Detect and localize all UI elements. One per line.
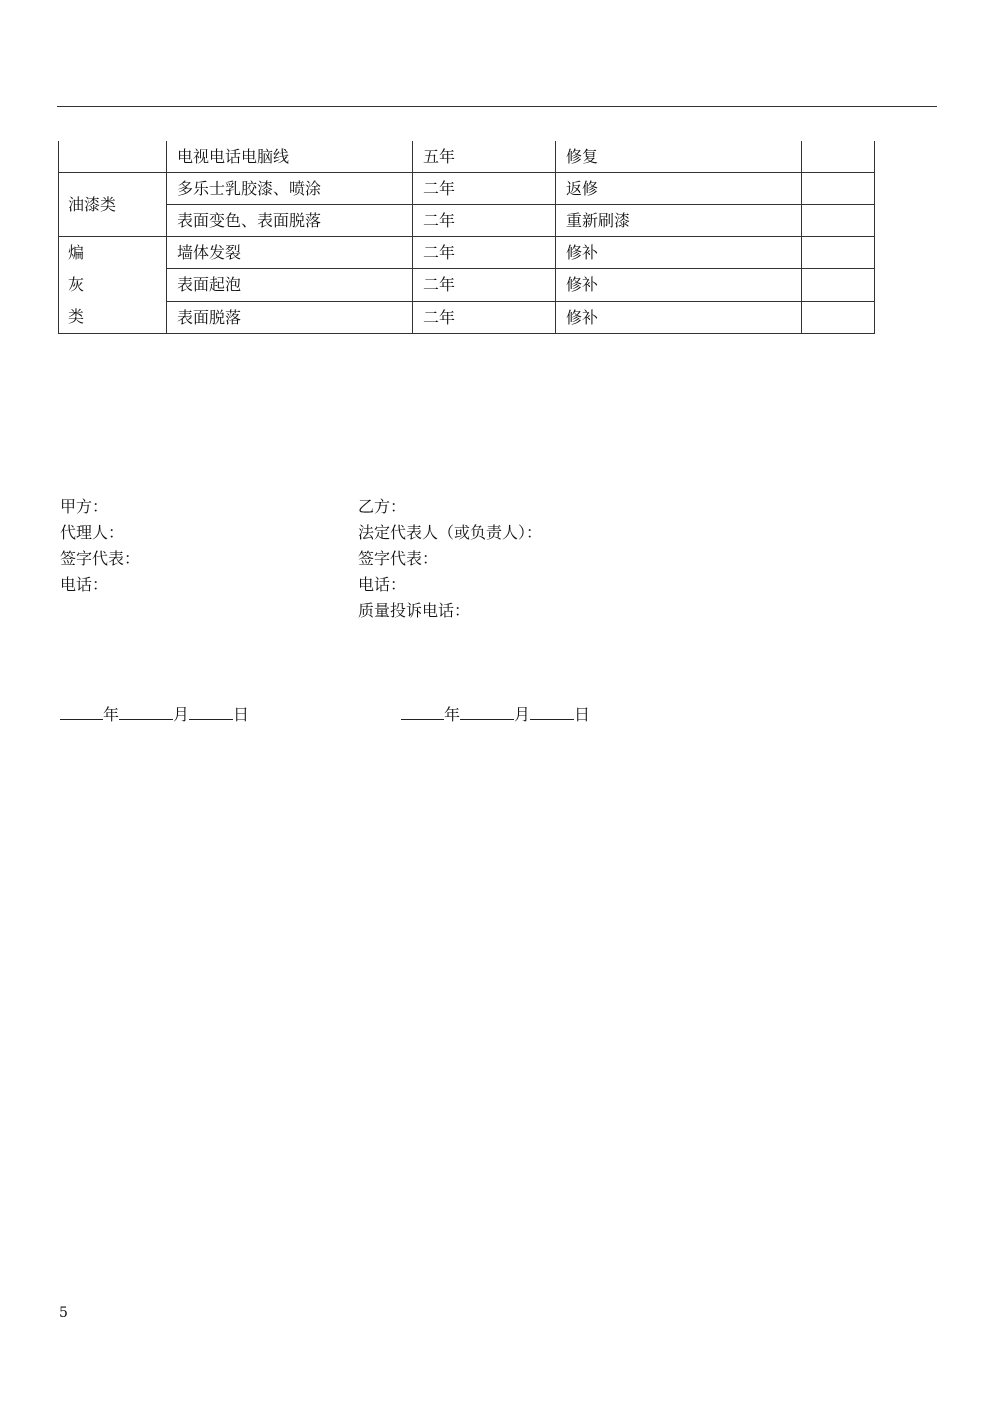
item-cell: 表面脱落 bbox=[167, 301, 413, 333]
party-a-date-line bbox=[60, 703, 249, 726]
table-row bbox=[59, 237, 875, 269]
party-b-block bbox=[358, 494, 542, 624]
table-row bbox=[59, 269, 875, 301]
header-rule bbox=[57, 106, 937, 107]
action-cell: 返修 bbox=[556, 173, 802, 205]
remark-cell bbox=[802, 301, 875, 333]
page-number: 5 bbox=[59, 1305, 68, 1321]
year-blank bbox=[401, 703, 444, 720]
action-cell: 重新刷漆 bbox=[556, 205, 802, 237]
action-cell: 修补 bbox=[556, 269, 802, 301]
year-blank bbox=[60, 703, 103, 720]
remark-cell bbox=[802, 205, 875, 237]
remark-cell bbox=[802, 269, 875, 301]
category-char: 类 bbox=[68, 307, 85, 326]
period-cell: 二年 bbox=[413, 173, 556, 205]
table-row bbox=[59, 141, 875, 173]
year-label: 年 bbox=[103, 705, 120, 724]
party-b-label: 乙方： bbox=[358, 497, 407, 516]
party-b-signatory-label: 签字代表： bbox=[358, 549, 439, 568]
day-blank bbox=[530, 703, 574, 720]
category-cell: 油漆类 bbox=[59, 173, 167, 237]
day-label: 日 bbox=[574, 705, 591, 724]
warranty-table bbox=[58, 141, 875, 334]
party-a-label: 甲方： bbox=[60, 497, 109, 516]
period-cell: 五年 bbox=[413, 141, 556, 173]
party-a-phone-label: 电话： bbox=[60, 575, 109, 594]
category-cell bbox=[59, 141, 167, 173]
party-a-block bbox=[60, 494, 140, 598]
item-cell: 墙体发裂 bbox=[167, 237, 413, 269]
period-cell: 二年 bbox=[413, 301, 556, 333]
day-label: 日 bbox=[233, 705, 250, 724]
month-label: 月 bbox=[173, 705, 190, 724]
month-blank bbox=[460, 703, 514, 720]
table-row bbox=[59, 301, 875, 333]
month-blank bbox=[119, 703, 173, 720]
party-b-complaint-phone-label: 质量投诉电话： bbox=[358, 601, 471, 620]
remark-cell bbox=[802, 173, 875, 205]
action-cell: 修补 bbox=[556, 301, 802, 333]
item-cell: 电视电话电脑线 bbox=[167, 141, 413, 173]
period-cell: 二年 bbox=[413, 205, 556, 237]
table-row bbox=[59, 205, 875, 237]
category-char: 灰 bbox=[68, 275, 85, 294]
action-cell: 修复 bbox=[556, 141, 802, 173]
party-b-phone-label: 电话： bbox=[358, 575, 407, 594]
period-cell: 二年 bbox=[413, 269, 556, 301]
party-a-agent-label: 代理人： bbox=[60, 523, 125, 542]
party-a-signatory-label: 签字代表： bbox=[60, 549, 141, 568]
day-blank bbox=[189, 703, 233, 720]
month-label: 月 bbox=[514, 705, 531, 724]
category-char: 煸 bbox=[68, 243, 85, 262]
year-label: 年 bbox=[444, 705, 461, 724]
item-cell: 表面起泡 bbox=[167, 269, 413, 301]
action-cell: 修补 bbox=[556, 237, 802, 269]
party-b-date-line bbox=[401, 703, 590, 726]
period-cell: 二年 bbox=[413, 237, 556, 269]
item-cell: 表面变色、表面脱落 bbox=[167, 205, 413, 237]
category-cell bbox=[59, 237, 167, 334]
remark-cell bbox=[802, 141, 875, 173]
party-b-legal-rep-label: 法定代表人（或负责人）： bbox=[358, 523, 543, 542]
table-row bbox=[59, 173, 875, 205]
item-cell: 多乐士乳胶漆、喷涂 bbox=[167, 173, 413, 205]
remark-cell bbox=[802, 237, 875, 269]
